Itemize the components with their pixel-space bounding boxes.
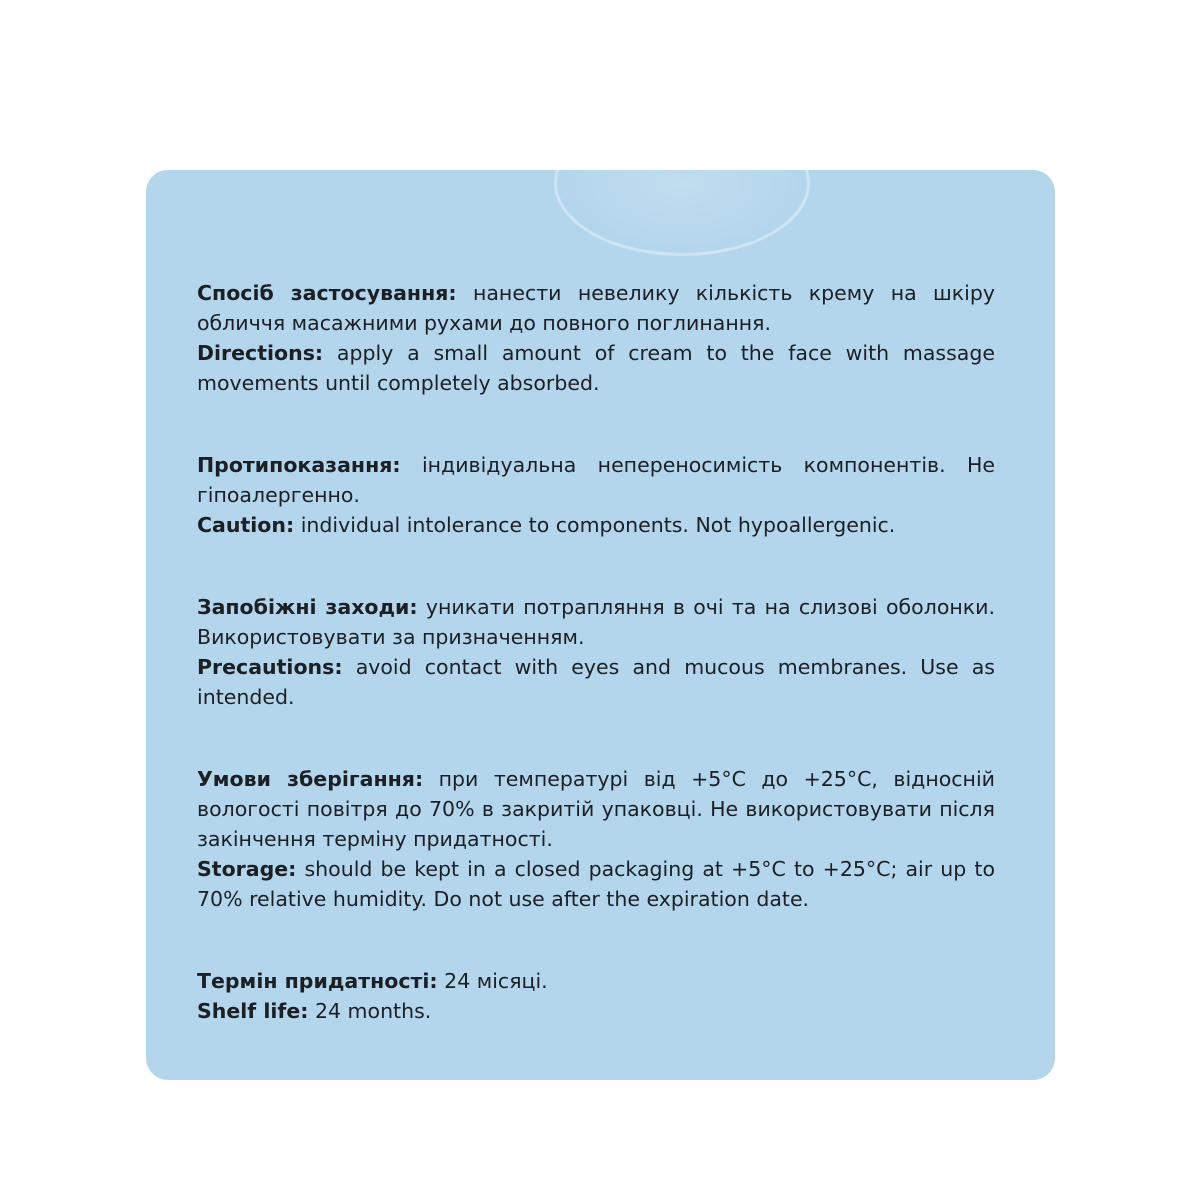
storage-uk-label: Умови зберігання: [197, 767, 424, 791]
caution-uk-label: Протипоказання: [197, 453, 401, 477]
directions-uk-label: Спосіб застосування: [197, 281, 457, 305]
directions-uk-text: нанести невелику кількість крему на шкіру обличчя масажними рухами до повного поглинання. [197, 281, 995, 335]
storage-en-label: Storage: [197, 857, 297, 881]
shelf-life-en-label: Shelf life: [197, 999, 309, 1023]
directions-en-label: Directions: [197, 341, 324, 365]
caution-uk-text: індивідуальна непереносимість компонентів. Не гіпоалергенно. [197, 453, 995, 507]
shelf-life-uk-text: 24 місяці. [444, 969, 548, 993]
directions-en-text: apply a small amount of cream to the face with massage movements until completely absorbed. [197, 341, 995, 395]
shelf-life-en [197, 996, 995, 1026]
label-panel [146, 170, 1055, 1080]
caution-en-text: individual intolerance to components. Not hypoallergenic. [300, 513, 896, 537]
directions-en [197, 338, 995, 398]
precautions-uk-text: уникати потрапляння в очі та на слизові оболонки. Використовувати за призначенням. [197, 595, 995, 649]
section-caution [197, 450, 995, 540]
caution-en-label: Caution: [197, 513, 295, 537]
precautions-en [197, 652, 995, 712]
shelf-life-en-text: 24 months. [314, 999, 432, 1023]
shelf-life-uk [197, 966, 995, 996]
section-shelf-life [197, 966, 995, 1026]
precautions-en-label: Precautions: [197, 655, 343, 679]
section-directions [197, 278, 995, 398]
precautions-uk [197, 592, 995, 652]
shelf-life-uk-label: Термін придатності: [197, 969, 438, 993]
caution-uk [197, 450, 995, 510]
section-precautions [197, 592, 995, 712]
storage-uk [197, 764, 995, 854]
precautions-en-text: avoid contact with eyes and mucous membranes. Use as intended. [197, 655, 995, 709]
storage-uk-text: при температурі від +5°C до +25°C, відносній вологості повітря до 70% в закритій упаковці. Не використовувати після закінчення терміну придатності. [197, 767, 995, 851]
storage-en [197, 854, 995, 914]
precautions-uk-label: Запобіжні заходи: [197, 595, 418, 619]
directions-uk [197, 278, 995, 338]
storage-en-text: should be kept in a closed packaging at +5°C to +25°C; air up to 70% relative humidity. Do not use after the expiration date. [197, 857, 995, 911]
caution-en [197, 510, 995, 540]
label-text-block [197, 278, 995, 1026]
cap-reflection [554, 170, 810, 256]
section-storage [197, 764, 995, 914]
